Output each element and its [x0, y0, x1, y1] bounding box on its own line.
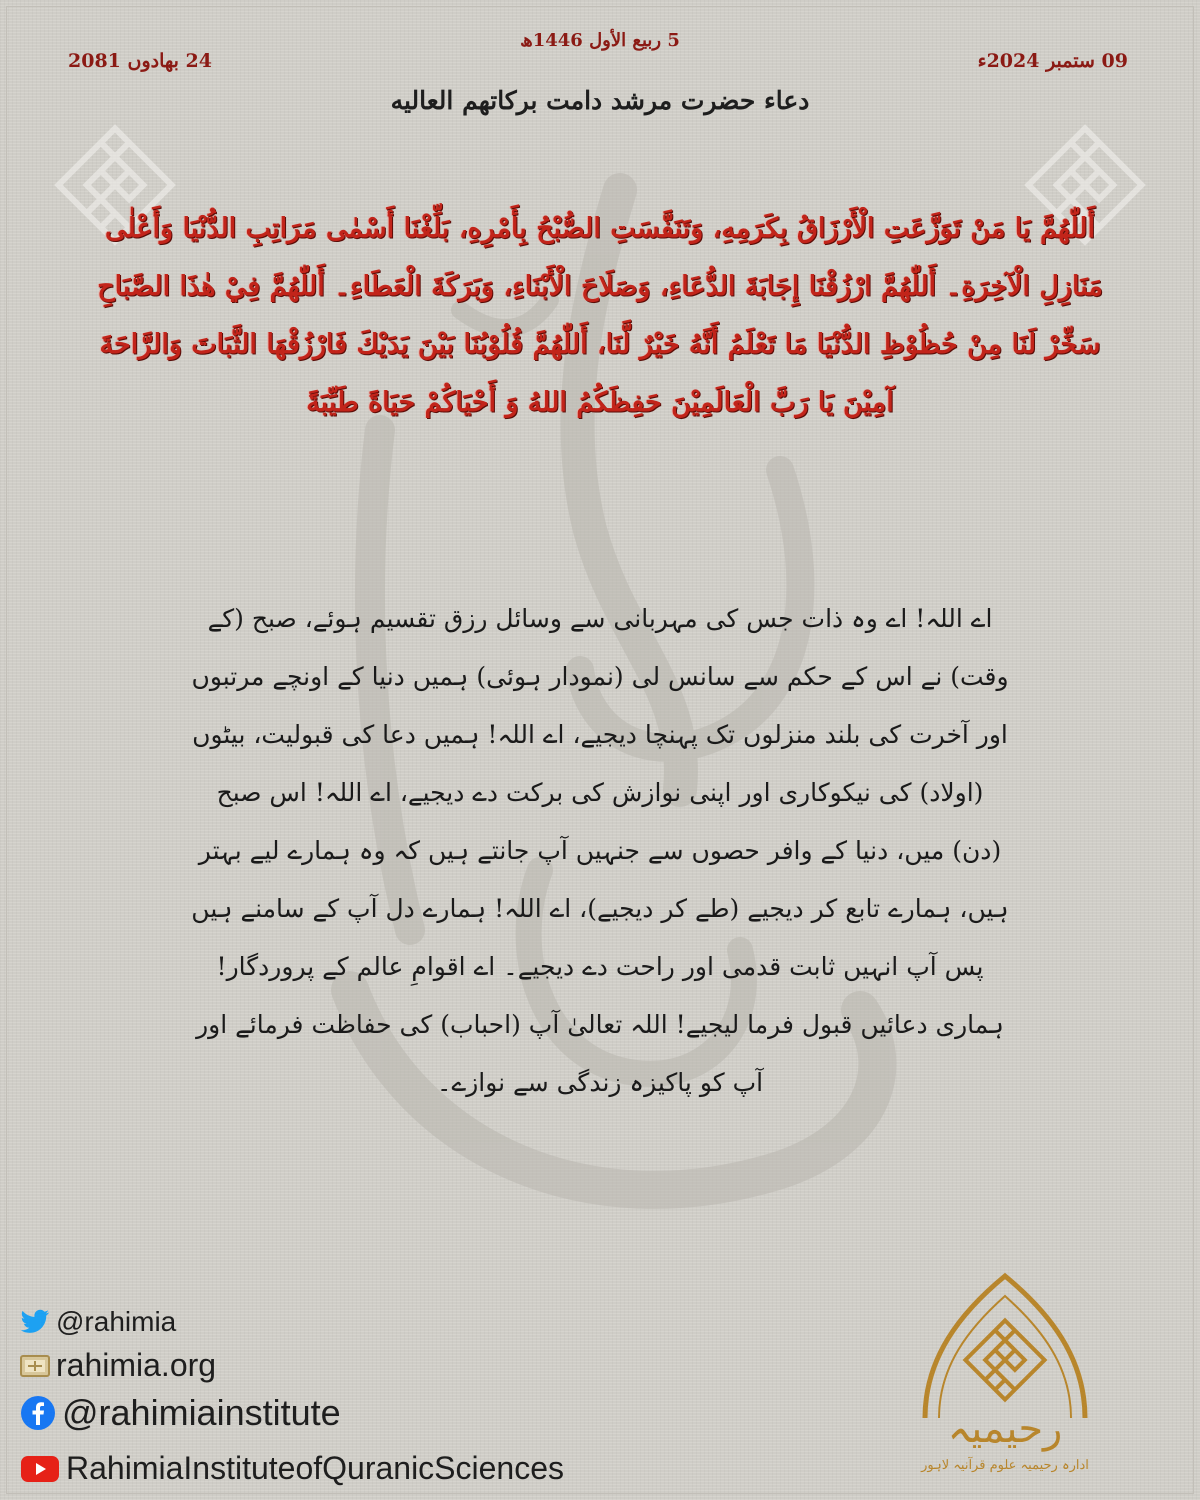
twitter-icon — [20, 1309, 50, 1335]
arabic-dua-text: أَللّٰهُمَّ يَا مَنْ تَوَزَّعَتِ الْأَرْزَاقُ بِكَرَمِهِ، وَتَنَفَّسَتِ الصُّبْحُ بِأَمْرِهِ، بَلِّغْنَا أَسْمٰى مَرَاتِبِ الدُّنْيَا وَأَعْلٰى مَنَازِلِ الْآخِرَةِ۔ أَللّٰهُمَّ ارْزُقْنَا إِجَابَةَ الدُّعَاءِ، وَصَلَاحَ الْأَبْنَاءِ، وَبَرَكَةَ الْعَطَاءِ۔ أَللّٰهُمَّ فِيْ هٰذَا الصَّبَاحِ سَخِّرْ لَنَا مِنْ حُظُوْظِ الدُّنْيَا مَا تَعْلَمُ أَنَّهُ خَيْرٌ لَّنَا، أَللّٰهُمَّ قُلُوْبُنَا بَيْنَ يَدَيْكَ فَارْزُقْهَا الثَّبَاتَ وَالرَّاحَةَ آمِيْنَ يَا رَبَّ الْعَالَمِيْنَ حَفِظَكُمُ اللهُ وَ أَحْيَاكُمْ حَيَاةً طَيِّبَةً — [97, 213, 1103, 418]
facebook-link[interactable] — [20, 1392, 341, 1434]
facebook-handle: @rahimiainstitute — [62, 1392, 341, 1433]
website-url: rahimia.org — [56, 1347, 217, 1383]
youtube-channel: RahimiaInstituteofQuranicSciences — [66, 1450, 565, 1486]
web-icon — [20, 1354, 50, 1378]
facebook-icon — [20, 1395, 56, 1431]
gregorian-date: 09 ستمبر 2024ء — [977, 50, 1128, 72]
twitter-handle: @rahimia — [56, 1306, 177, 1337]
dua-title: دعاء حضرت مرشد دامت برکاتهم العاليه — [390, 86, 810, 115]
youtube-link[interactable] — [20, 1450, 564, 1487]
logo-name: رحیمیہ — [947, 1406, 1063, 1452]
website-link[interactable] — [20, 1347, 216, 1384]
logo-subtitle: ادارہ رحیمیہ علوم قرآنیہ لاہور — [921, 1458, 1089, 1473]
hijri-date: 5 ربیع الأول 1446ھ — [520, 30, 680, 51]
twitter-link[interactable] — [20, 1306, 176, 1338]
bikram-date: 24 بھادوں 2081 — [68, 50, 212, 72]
rahimia-logo — [905, 1268, 1105, 1493]
youtube-icon — [20, 1455, 60, 1483]
urdu-translation-text: اے اللہ! اے وہ ذات جس کی مہربانی سے وسائل رزق تقسیم ہوئے، صبح (کے وقت) نے اس کے حکم سے سانس لی (نمودار ہوئی) ہمیں دنیا کے اونچے مرتبوں اور آخرت کی بلند منزلوں تک پہنچا دیجیے، اے اللہ! ہمیں دعا کی قبولیت، بیٹوں (اولاد) کی نیکوکاری اور اپنی نوازش کی برکت دے دیجیے، اے اللہ! اس صبح (دن) میں، دنیا کے وافر حصوں سے جنہیں آپ جانتے ہیں کہ وہ ہمارے لیے بہتر ہیں، ہمارے تابع کر دیجیے (طے کر دیجیے)، اے اللہ! ہمارے دل آپ کے سامنے ہیں پس آپ انہیں ثابت قدمی اور راحت دے دیجیے۔ اے اقوامِ عالم کے پروردگار! ہماری دعائیں قبول فرما لیجیے! اللہ تعالیٰ آپ (احباب) کی حفاظت فرمائے اور آپ کو پاکیزہ زندگی سے نوازے۔ — [191, 604, 1009, 1097]
